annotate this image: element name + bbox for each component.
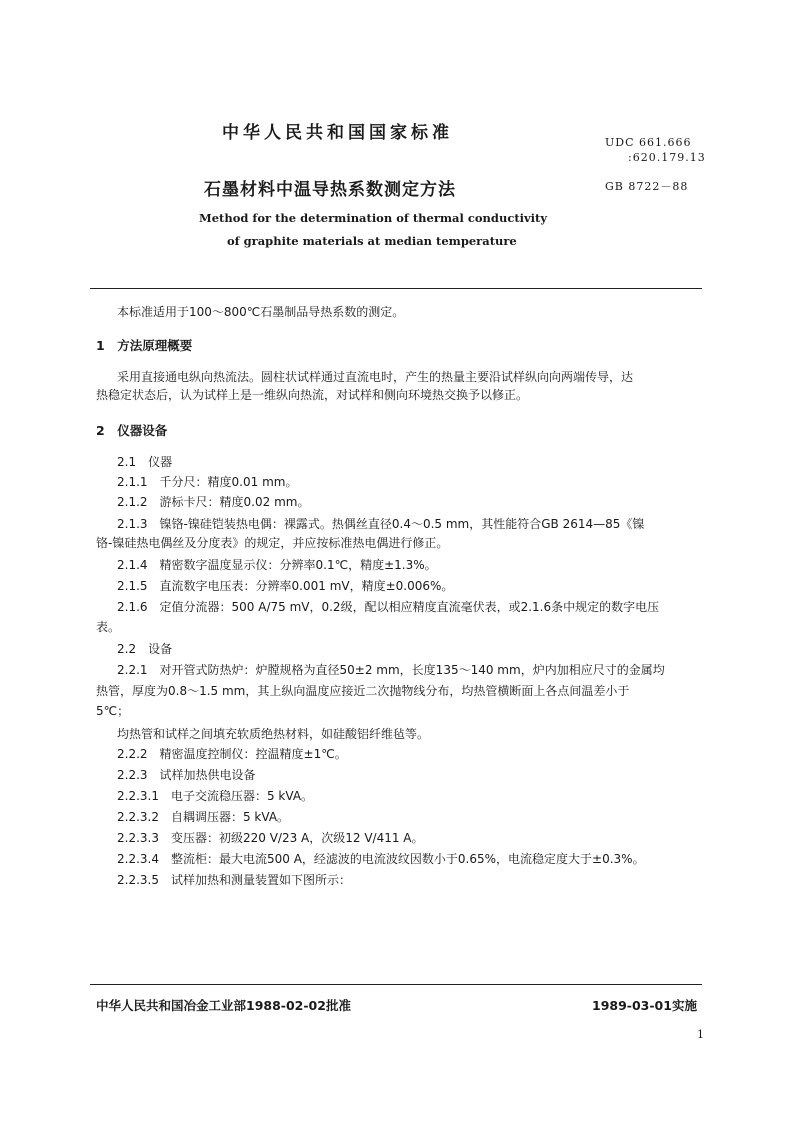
clause-2-1-4: 2.1.4 精密数字温度显示仪：分辨率0.1℃，精度±1.3%。 — [117, 558, 437, 572]
udc-code-line1: UDC 661.666 — [605, 136, 692, 149]
clause-2-2-3-1: 2.2.3.1 电子交流稳压器：5 kVA。 — [117, 789, 314, 803]
clause-2-1-6-line2: 表。 — [96, 620, 121, 634]
clause-2-1-1: 2.1.1 千分尺：精度0.01 mm。 — [117, 475, 298, 489]
section-1-heading: 1 方法原理概要 — [96, 338, 193, 353]
section-1-paragraph-line2: 热稳定状态后，认为试样上是一维纵向热流，对试样和侧向环境热交换予以修正。 — [96, 388, 529, 402]
clause-2-2-3-3: 2.2.3.3 变压器：初级220 V/23 A，次级12 V/411 A。 — [117, 831, 424, 845]
header-divider — [90, 288, 702, 289]
clause-2-1-5: 2.1.5 直流数字电压表：分辨率0.001 mV，精度±0.006%。 — [117, 579, 454, 593]
clause-2-2: 2.2 设备 — [117, 642, 173, 656]
scope-paragraph: 本标准适用于100～800℃石墨制品导热系数的测定。 — [117, 305, 405, 319]
national-standard-title: 中华人民共和国国家标准 — [222, 123, 453, 143]
udc-code-line2: :620.179.13 — [628, 151, 706, 164]
clause-2-1: 2.1 仪器 — [117, 455, 173, 469]
clause-2-2-2: 2.2.2 精密温度控制仪：控温精度±1℃。 — [117, 747, 347, 761]
clause-2-1-2: 2.1.2 游标卡尺：精度0.02 mm。 — [117, 495, 310, 509]
clause-2-1-6-line1: 2.1.6 定值分流器：500 A/75 mV，0.2级，配以相应精度直流毫伏表，或2.1.6条中规定的数字电压 — [117, 600, 660, 614]
page-number: 1 — [697, 1028, 704, 1041]
footer-divider — [90, 984, 702, 985]
document-title-en-line2: of graphite materials at median temperature — [227, 234, 517, 248]
clause-2-2-1-note: 均热管和试样之间填充软质绝热材料，如硅酸铝纤维毡等。 — [117, 727, 430, 741]
clause-2-1-3-line1: 2.1.3 镍铬-镍硅铠装热电偶：裸露式。热偶丝直径0.4～0.5 mm，其性能符合GB 2614—85《镍 — [117, 517, 645, 531]
clause-2-2-3-5: 2.2.3.5 试样加热和测量装置如下图所示： — [117, 873, 351, 887]
clause-2-2-1-line1: 2.2.1 对开管式防热炉：炉膛规格为直径50±2 mm，长度135～140 mm，炉内加相应尺寸的金属均 — [117, 663, 665, 677]
clause-2-2-1-line3: 5℃； — [96, 704, 130, 718]
section-2-heading: 2 仪器设备 — [96, 423, 168, 438]
clause-2-2-3: 2.2.3 试样加热供电设备 — [117, 768, 256, 782]
document-title-cn: 石墨材料中温导热系数测定方法 — [204, 180, 456, 200]
document-title-en-line1: Method for the determination of thermal conductivity — [199, 211, 548, 225]
clause-2-2-3-2: 2.2.3.2 自耦调压器：5 kVA。 — [117, 810, 290, 824]
clause-2-2-3-4: 2.2.3.4 整流柜：最大电流500 A，经滤波的电流波纹因数小于0.65%，电流稳定度大于±0.3%。 — [117, 852, 645, 866]
section-1-paragraph-line1: 采用直接通电纵向热流法。圆柱状试样通过直流电时，产生的热量主要沿试样纵向向两端传导，达 — [117, 370, 634, 384]
clause-2-1-3-line2: 铬-镍硅热电偶丝及分度表》的规定，并应按标准热电偶进行修正。 — [96, 536, 449, 550]
clause-2-2-1-line2: 热管，厚度为0.8～1.5 mm，其上纵向温度应接近二次抛物线分布，均热管横断面上各点间温差小于 — [96, 684, 630, 698]
gb-number: GB 8722－88 — [605, 180, 689, 193]
implementation-date: 1989-03-01实施 — [592, 998, 697, 1013]
approval-statement: 中华人民共和国冶金工业部1988-02-02批准 — [96, 998, 351, 1013]
